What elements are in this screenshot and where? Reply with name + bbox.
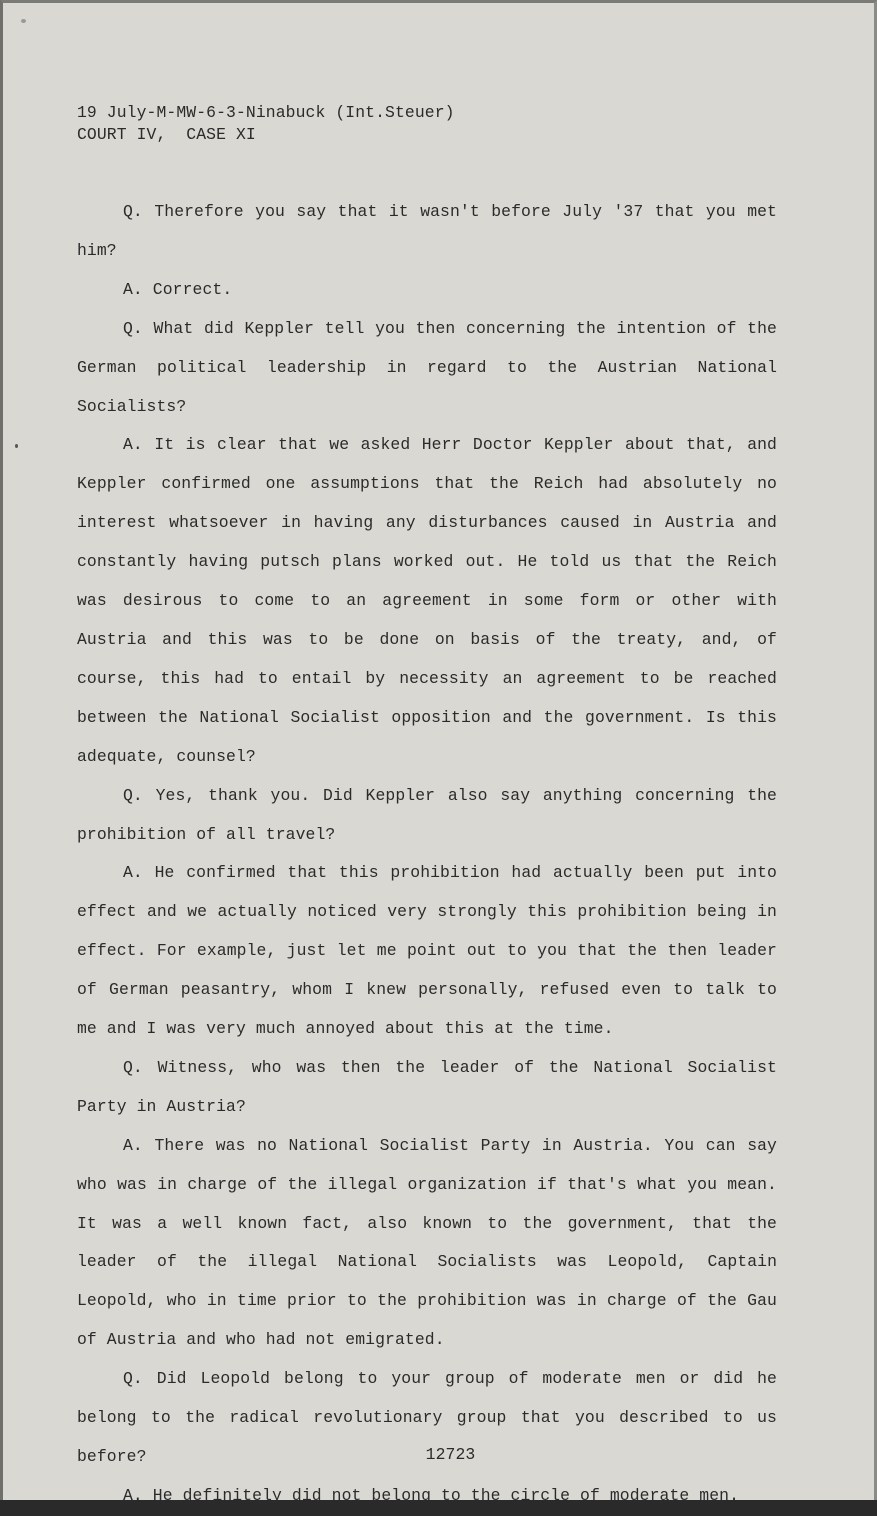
transcript-paragraph: A. There was no National Socialist Party in Austria. You can say who was in charge of the illegal organization if that's what you mean. It was a well known fact, also known to the government, that the leader of the illegal National Socialists was Leopold, Captain Leopold, who in time prior to the prohibition was in charge of the Gau of Austria and who had not emigrated. (77, 1135, 777, 1350)
header-line-reference: 19 July-M-MW-6-3-Ninabuck (Int.Steuer) (77, 103, 455, 122)
transcript-paragraph: A. He confirmed that this prohibition had actually been put into effect and we actually noticed very strongly this prohibition being in effect. For example, just let me point out to you that the then leader of German peasantry, whom I knew personally, refused even to talk to me and I was very much annoyed about this at the time. (77, 863, 777, 1039)
transcript-body (77, 193, 777, 1516)
page-number: 12723 (425, 1445, 476, 1464)
transcript-paragraph: A. It is clear that we asked Herr Doctor Keppler about that, and Keppler confirmed one assumptions that the Reich had absolutely no interest whatsoever in having any disturbances caused in Austria and constantly having putsch plans worked out. He told us that the Reich was desirous to come to an agreement in some form or other with Austria and this was to be done on basis of the treaty, and, of course, this had to entail by necessity an agreement to be reached between the National Socialist opposition and the government. Is this adequate, counsel? (77, 435, 777, 766)
transcript-paragraph: A. He definitely did not belong to the circle of moderate men. (123, 1485, 740, 1505)
transcript-paragraph: Q. Yes, thank you. Did Keppler also say anything concerning the prohibition of all travel? (77, 785, 777, 844)
transcript-paragraph: A. Correct. (123, 279, 233, 299)
transcript-paragraph: Q. Witness, who was then the leader of the National Socialist Party in Austria? (77, 1057, 777, 1116)
transcript-paragraph: Q. What did Keppler tell you then concerning the intention of the German political leadership in regard to the Austrian National Socialists? (77, 318, 777, 416)
paper-speck-mark (21, 19, 26, 23)
header-line-court: COURT IV, CASE XI (77, 125, 256, 144)
transcript-paragraph: Q. Therefore you say that it wasn't before July '37 that you met him? (77, 202, 777, 260)
document-header (77, 102, 455, 146)
paper-speck-mark (15, 444, 18, 448)
transcript-paragraph: Q. Did Leopold belong to your group of moderate men or did he belong to the radical revolutionary group that you described to us before? (77, 1369, 777, 1466)
